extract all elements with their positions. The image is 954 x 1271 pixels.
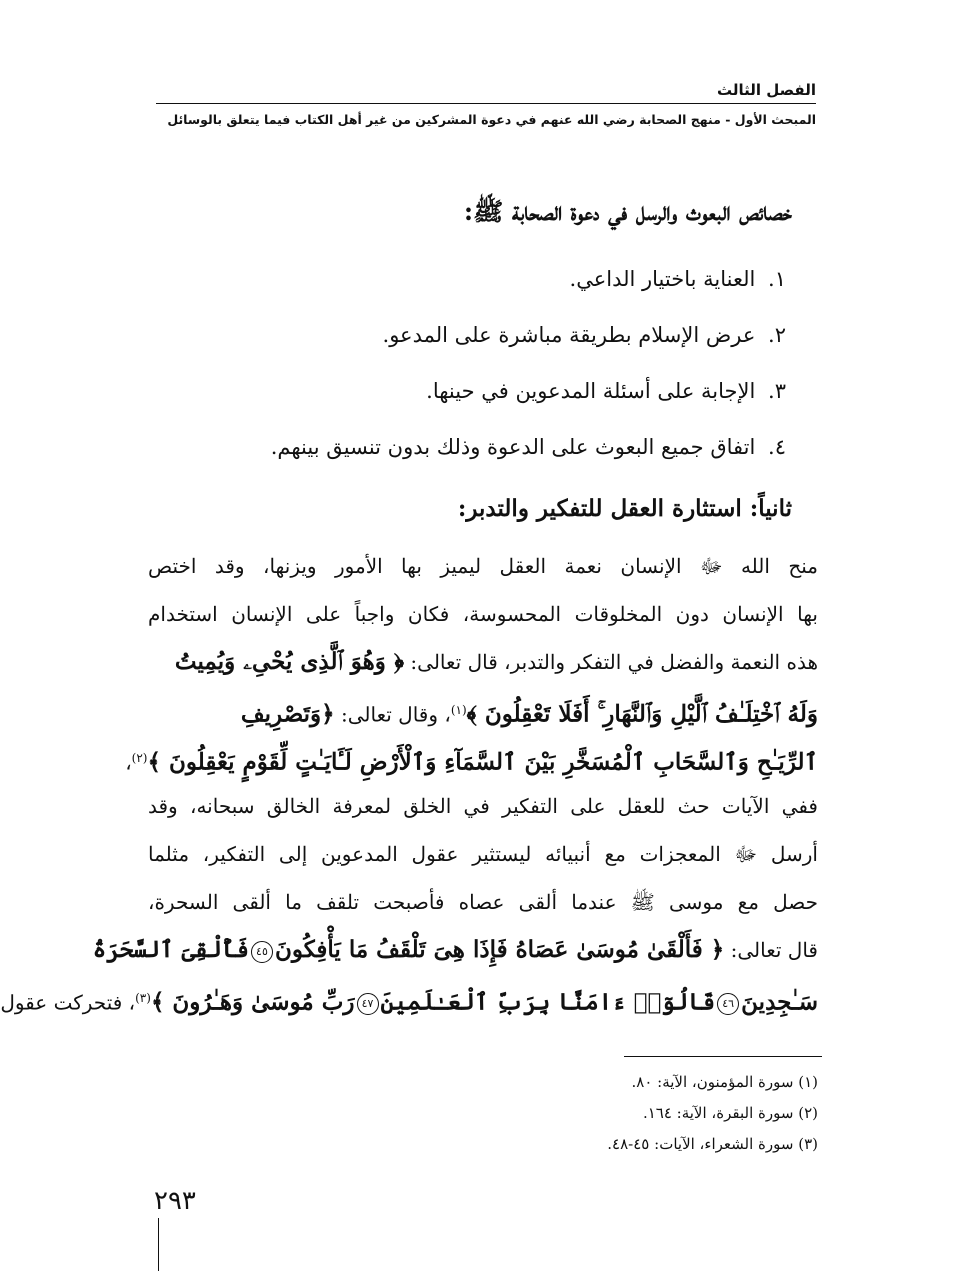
paragraph-line: منح الله ﷻ الإنسان نعمة العقل ليميز بها الأمور ويزنها، وقد اختص	[148, 554, 818, 578]
footnote	[178, 1102, 818, 1124]
paragraph-line	[0, 980, 818, 1028]
footnote-ref: (٢)	[131, 751, 148, 765]
quran-verse: ﴿ فَأَلْقَىٰ مُوسَىٰ عَصَاهُ فَإِذَا هِىَ تَلْقَفُ مَا يَأْفِكُونَ	[274, 936, 725, 963]
list-item	[186, 374, 786, 408]
paragraph-line	[92, 932, 818, 980]
list-item	[186, 262, 786, 296]
list-text: عرض الإسلام بطريقة مباشرة على المدعو.	[382, 323, 756, 347]
section-heading: خصائص البعوث والرسل في دعوة الصحابة ﷺ:	[463, 197, 792, 226]
page-number: ٢٩٣	[154, 1186, 196, 1216]
list-item	[186, 430, 786, 464]
ayah-number-marker: ٤٧	[357, 993, 379, 1015]
list-text: اتفاق جميع البعوث على الدعوة وذلك بدون تنسيق بينهم.	[270, 435, 756, 459]
paragraph-line	[125, 740, 818, 788]
footnote-ref: (١)	[450, 703, 467, 717]
running-header-section: المبحث الأول - منهج الصحابة رضي الله عنهم في دعوة المشركين من غير أهل الكتاب فيما يتعلق بالوسائل	[167, 112, 816, 127]
footnote-text: سورة البقرة، الآية: ١٦٤.	[642, 1104, 794, 1122]
subsection-heading: ثانياً: استثارة العقل للتفكير والتدبر:	[457, 495, 792, 522]
running-header-chapter: الفصل الثالث	[716, 81, 816, 99]
footnote	[178, 1071, 818, 1093]
list-text: الإجابة على أسئلة المدعوين في حينها.	[426, 379, 756, 403]
quran-verse: ﴿وَتَصْرِيفِ	[240, 700, 335, 728]
footnote	[178, 1133, 818, 1155]
paragraph-line: ففي الآيات حث للعقل على التفكير في الخلق لمعرفة الخالق سبحانه، وقد	[148, 794, 818, 818]
paragraph-text: ، وقال تعالى:	[334, 702, 451, 727]
quran-verse: فَأُلْقِىَ ٱلسَّحَرَةُ	[92, 936, 249, 963]
list-number: ٢.	[768, 323, 786, 347]
quran-verse: رَبِّ مُوسَىٰ وَهَـٰرُونَ ﴾	[150, 988, 355, 1016]
paragraph-text: ، فتحركت عقول	[0, 990, 136, 1015]
footnote-divider	[624, 1056, 822, 1057]
header-divider	[156, 103, 816, 104]
quran-verse: سَـٰجِدِينَ	[741, 988, 818, 1016]
footnote-text: سورة المؤمنون، الآية: ٨٠.	[631, 1073, 794, 1091]
footnote-number: (١)	[798, 1073, 818, 1091]
paragraph-line	[148, 644, 818, 692]
paragraph-line: أرسل ﷻ المعجزات مع أنبيائه ليستثير عقول المدعوين إلى التفكير، مثلما	[148, 842, 818, 866]
margin-rule	[158, 1218, 159, 1271]
list-text: العناية باختيار الداعي.	[569, 267, 756, 291]
footnote-ref: (٣)	[135, 991, 151, 1005]
ayah-number-marker: ٤٥	[251, 941, 273, 963]
footnote-number: (٣)	[798, 1135, 818, 1153]
quran-verse: ٱلرِّيَـٰحِ وَٱلسَّحَابِ ٱلْمُسَخَّرِ بَيْنَ ٱلسَّمَآءِ وَٱلْأَرْضِ لَـَٔايَـٰتٍ لِّقَوْمٍ يَعْقِلُونَ ﴾	[147, 748, 818, 776]
paragraph-text: ،	[125, 750, 132, 775]
list-number: ٤.	[768, 435, 786, 459]
ayah-number-marker: ٤٦	[717, 993, 739, 1015]
footnote-text: سورة الشعراء، الآيات: ٤٥-٤٨.	[607, 1135, 794, 1153]
list-item	[186, 318, 786, 352]
paragraph-line: حصل مع موسى ﷺ عندما ألقى عصاه فأصبحت تلقف ما ألقى السحرة،	[148, 890, 818, 914]
quran-verse: قَالُوٓا۟ ءَامَنَّا بِرَبِّ ٱلْعَـٰلَمِينَ	[380, 988, 716, 1016]
paragraph-line	[148, 692, 818, 740]
list-number: ١.	[768, 267, 786, 291]
paragraph-text: هذه النعمة والفضل في التفكر والتدبر، قال تعالى:	[404, 650, 818, 674]
list-number: ٣.	[768, 379, 786, 403]
quran-verse: وَلَهُ ٱخْتِلَـٰفُ ٱلَّيْلِ وَٱلنَّهَارِ ۚ أَفَلَا تَعْقِلُونَ ﴾	[466, 700, 818, 728]
paragraph-text: قال تعالى:	[724, 938, 818, 962]
footnote-number: (٢)	[798, 1104, 818, 1122]
quran-verse: ﴿ وَهُوَ ٱلَّذِى يُحْىِۦ وَيُمِيتُ	[174, 648, 405, 675]
paragraph-line: بها الإنسان دون المخلوقات المحسوسة، فكان واجباً على الإنسان استخدام	[148, 602, 818, 626]
